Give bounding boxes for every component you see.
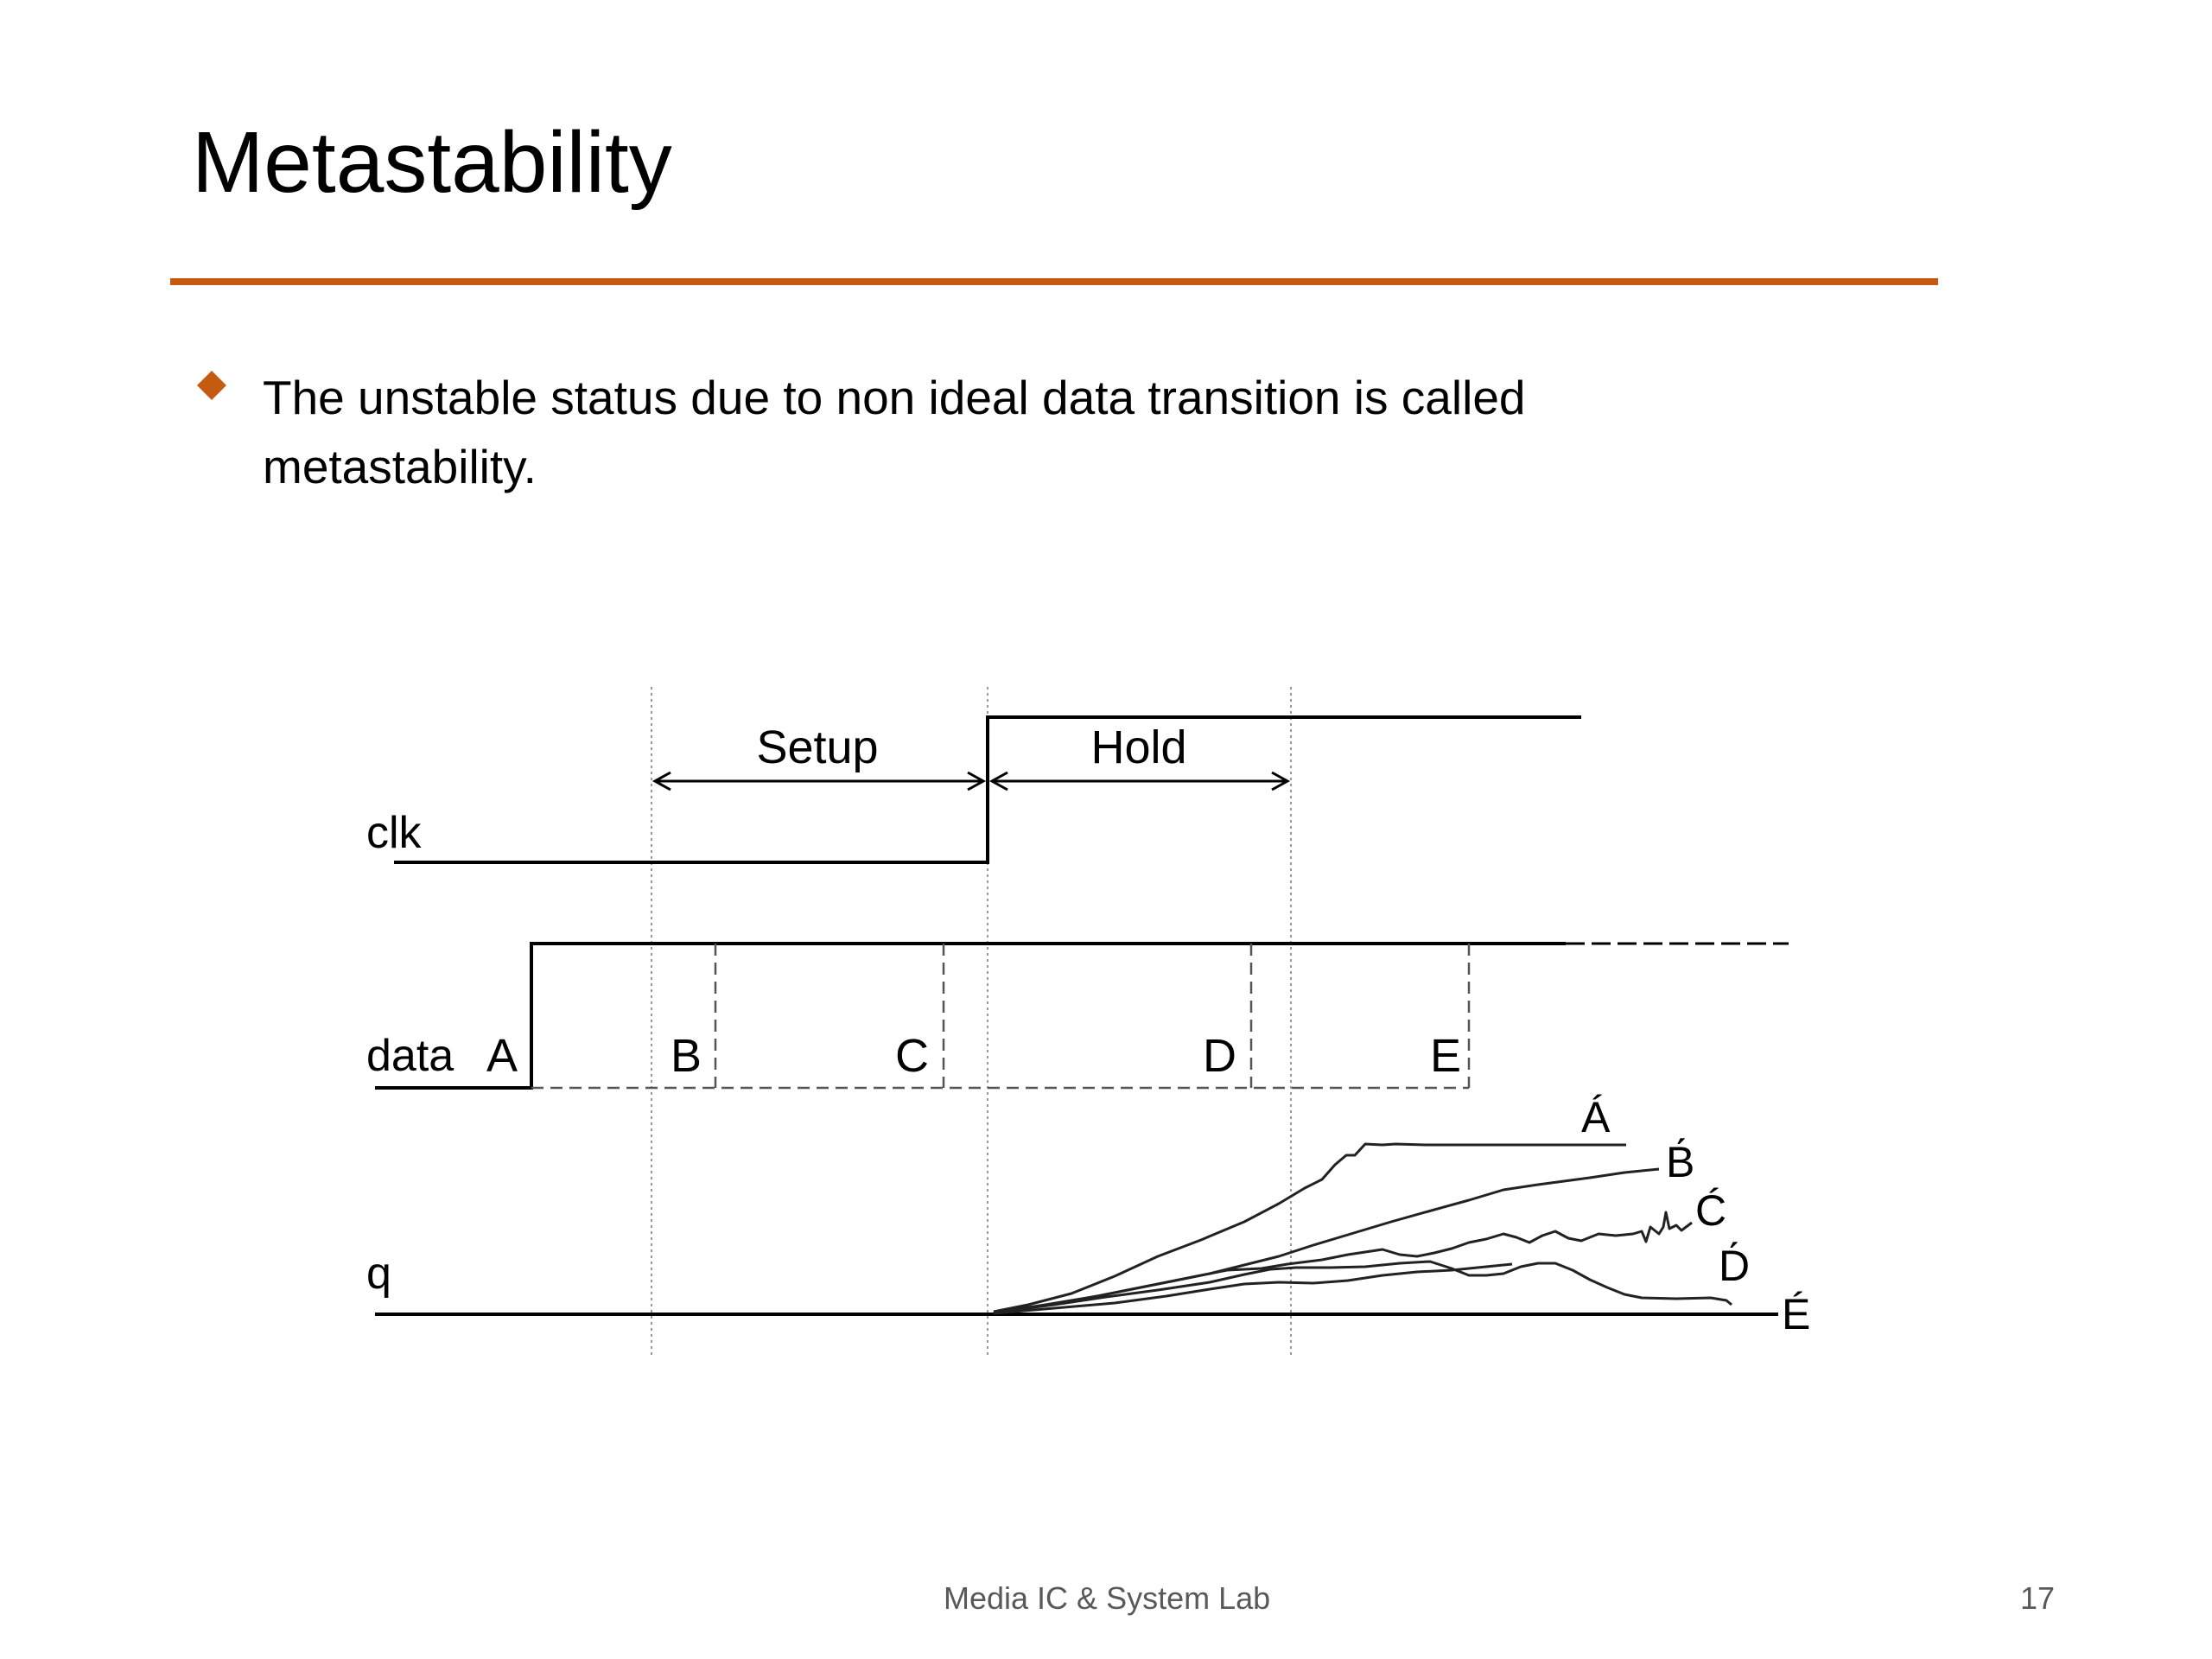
- transition-label-e: E: [1430, 1030, 1462, 1082]
- setup-arrow: [655, 772, 983, 790]
- footer-lab-name: Media IC & System Lab: [944, 1580, 1271, 1616]
- q-signal-label: q: [366, 1249, 391, 1299]
- output-label-d: D́: [1719, 1242, 1751, 1290]
- setup-label: Setup: [756, 721, 879, 773]
- data-signal-label: data: [366, 1031, 454, 1081]
- setup-hold-arrows: [655, 772, 1287, 790]
- q-response-b: [994, 1169, 1659, 1313]
- q-metastable-responses: [994, 1144, 1732, 1313]
- transition-label-d: D: [1203, 1030, 1236, 1082]
- hold-label: Hold: [1090, 721, 1187, 773]
- slide-title: Metastability: [192, 114, 672, 211]
- output-label-c: Ć: [1695, 1186, 1727, 1235]
- bullet-text: The unstable status due to non ideal data transition is called metastability.: [263, 371, 1526, 493]
- data-transition-labels: [486, 1030, 1461, 1082]
- slide-page-number: 17: [2020, 1580, 2056, 1616]
- clk-waveform: [394, 717, 1581, 862]
- transition-label-a: A: [486, 1030, 518, 1082]
- hold-arrow: [992, 772, 1287, 790]
- data-waveform: [375, 944, 1566, 1088]
- output-label-a: Á: [1581, 1093, 1611, 1141]
- q-response-a: [994, 1144, 1626, 1312]
- data-transition-dashed-edges: [715, 944, 1469, 1088]
- transition-label-b: B: [671, 1030, 702, 1082]
- output-label-e: É: [1782, 1290, 1811, 1338]
- transition-label-c: C: [895, 1030, 929, 1082]
- q-output-labels: [1581, 1093, 1810, 1338]
- clk-signal-label: clk: [366, 808, 422, 858]
- output-label-b: B́: [1666, 1138, 1695, 1186]
